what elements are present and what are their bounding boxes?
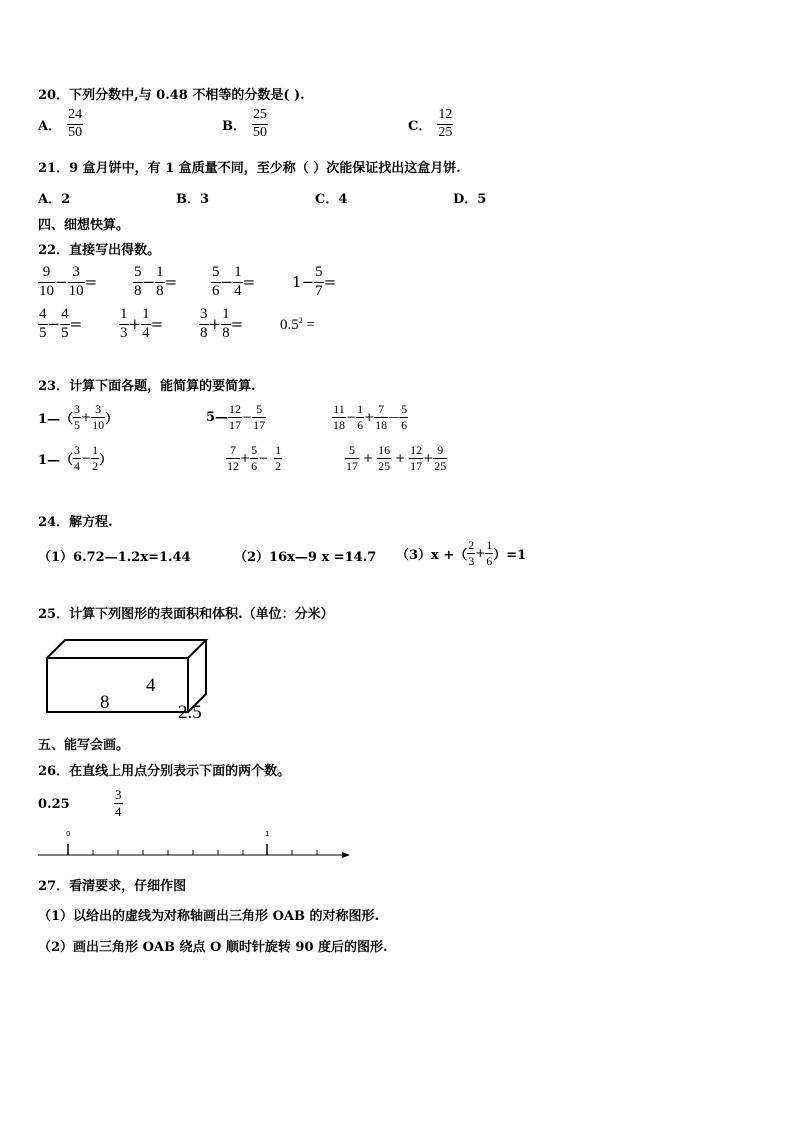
fraction: $\frac{9}{25}$ <box>434 443 447 473</box>
number-line <box>36 828 356 862</box>
fraction: $\frac{5}{8}$ <box>134 264 142 299</box>
fraction: $\frac{12}{17}$ <box>229 402 242 432</box>
fraction: $\frac{1}{6}$ <box>486 538 493 568</box>
fraction: $\frac{5}{17}$ <box>253 402 266 432</box>
cuboid-figure <box>40 636 220 726</box>
q22-expr-3: $\frac{5}{6}$ − $\frac{1}{4}$ = <box>212 264 256 299</box>
fraction: $\frac{3}{8}$ <box>200 306 208 341</box>
fraction: $\frac{3}{4}$ <box>74 443 81 473</box>
fraction: $\frac{3}{4}$ <box>115 787 122 819</box>
q24-equation-1: （1）6.72—1.2x=1.44 <box>38 550 191 565</box>
fraction: $\frac{5}{7}$ <box>315 264 323 299</box>
fraction: $\frac{24}{50}$ <box>68 107 83 140</box>
fraction: $\frac{2}{3}$ <box>468 538 475 568</box>
fraction: $\frac{1}{4}$ <box>234 264 242 299</box>
length-label: 8 <box>100 692 110 713</box>
q23-expr-3: $\frac{11}{18}$ − $\frac{1}{6}$ + $\frac{7}{18}$ — $\frac{5}{6}$ <box>333 402 408 432</box>
q27-item-2: （2）画出三角形 OAB 绕点 O 顺时针旋转 90 度后的图形. <box>38 940 388 955</box>
q27-title: 27．看清要求，仔细作图 <box>38 879 187 894</box>
q22-expr-4: 1− $\frac{5}{7}$ = <box>292 264 337 299</box>
fraction: $\frac{1}{2}$ <box>92 443 99 473</box>
fraction: $\frac{1}{3}$ <box>120 306 128 341</box>
width-label: 2.5 <box>178 702 202 723</box>
fraction: $\frac{12}{25}$ <box>438 107 453 140</box>
q22-expr-2: $\frac{5}{8}$ − $\frac{1}{8}$ = <box>134 264 178 299</box>
q24-equation-3: （3）x +（ $\frac{2}{3}$ + $\frac{1}{6}$ ）=1 <box>396 538 527 568</box>
q20-option-b: B． $\frac{25}{50}$ <box>222 107 267 140</box>
fraction: $\frac{16}{25}$ <box>378 443 391 473</box>
fraction: $\frac{11}{18}$ <box>333 402 345 432</box>
fraction: $\frac{3}{10}$ <box>92 402 105 432</box>
q22-expr-1: $\frac{9}{10}$ − $\frac{3}{10}$ = <box>39 264 98 299</box>
fraction: $\frac{5}{6}$ <box>401 402 408 432</box>
tick-label-1: 1 <box>265 830 270 838</box>
fraction: $\frac{7}{18}$ <box>375 402 388 432</box>
fraction: $\frac{5}{17}$ <box>346 443 358 473</box>
fraction: $\frac{12}{17}$ <box>410 443 423 473</box>
fraction: $\frac{5}{6}$ <box>251 443 258 473</box>
fraction: $\frac{1}{6}$ <box>357 402 364 432</box>
q23-expr-5: $\frac{7}{12}$ + $\frac{5}{6}$ − $\frac{1}{2}$ <box>227 443 282 473</box>
fraction: $\frac{3}{10}$ <box>68 264 84 299</box>
q23-expr-1: 1—（ $\frac{3}{5}$ + $\frac{3}{10}$ ） <box>38 402 119 432</box>
q20-title: 20．下列分数中,与 0.48 不相等的分数是( ). <box>38 88 305 103</box>
q21-option-d: D．5 <box>453 192 487 207</box>
q25-title: 25．计算下列图形的表面积和体积.（单位：分米） <box>38 607 334 622</box>
fraction: $\frac{4}{5}$ <box>39 306 47 341</box>
section-heading-4: 四、细想快算。 <box>38 218 130 233</box>
fraction: $\frac{1}{4}$ <box>142 306 150 341</box>
q23-title: 23．计算下面各题，能简算的要简算. <box>38 379 256 394</box>
fraction: $\frac{9}{10}$ <box>39 264 54 299</box>
q21-title: 21．9 盒月饼中，有 1 盒质量不同，至少称（ ）次能保证找出这盒月饼. <box>38 161 461 176</box>
q22-expr-7: $\frac{3}{8}$ + $\frac{1}{8}$ = <box>200 306 244 341</box>
fraction: $\frac{1}{2}$ <box>275 443 282 473</box>
q21-option-c: C．4 <box>315 192 348 207</box>
q20-option-c: C． $\frac{12}{25}$ <box>408 107 453 140</box>
q23-expr-2: 5— $\frac{12}{17}$ − $\frac{5}{17}$ <box>206 402 266 432</box>
q22-expr-6: $\frac{1}{3}$ + $\frac{1}{4}$ = <box>120 306 164 341</box>
tick-label-0: 0 <box>66 830 71 838</box>
fraction: $\frac{5}{6}$ <box>212 264 220 299</box>
q22-title: 22．直接写出得数。 <box>38 243 161 258</box>
fraction: $\frac{3}{5}$ <box>74 402 81 432</box>
fraction: $\frac{7}{12}$ <box>227 443 239 473</box>
q27-item-1: （1）以给出的虚线为对称轴画出三角形 OAB 的对称图形. <box>38 909 380 924</box>
q22-expr-5: $\frac{4}{5}$ − $\frac{4}{5}$ = <box>39 306 83 341</box>
q24-title: 24．解方程. <box>38 515 113 530</box>
q21-option-a: A．2 <box>38 192 71 207</box>
q22-expr-8: $0.5^2$ = <box>280 316 315 333</box>
q26-title: 26．在直线上用点分别表示下面的两个数。 <box>38 764 291 779</box>
fraction: $\frac{25}{50}$ <box>253 107 267 140</box>
q26-number-2 <box>114 788 123 818</box>
q23-expr-6: $\frac{5}{17}$ + $\frac{16}{25}$ + $\frac{12}{17}$ + $\frac{9}{25}$ <box>346 443 447 473</box>
section-heading-5: 五、能写会画。 <box>38 738 130 753</box>
height-label: 4 <box>146 675 156 696</box>
q24-equation-2: （2）16x—9 x =14.7 <box>234 550 377 565</box>
q20-option-a: A． $\frac{24}{50}$ <box>38 107 83 140</box>
fraction: $\frac{1}{8}$ <box>156 264 164 299</box>
q21-option-b: B．3 <box>176 192 210 207</box>
fraction: $\frac{4}{5}$ <box>61 306 69 341</box>
q23-expr-4: 1—（ $\frac{3}{4}$ − $\frac{1}{2}$ ） <box>38 443 113 473</box>
fraction: $\frac{1}{8}$ <box>222 306 230 341</box>
q26-number-1: 0.25 <box>38 797 70 812</box>
